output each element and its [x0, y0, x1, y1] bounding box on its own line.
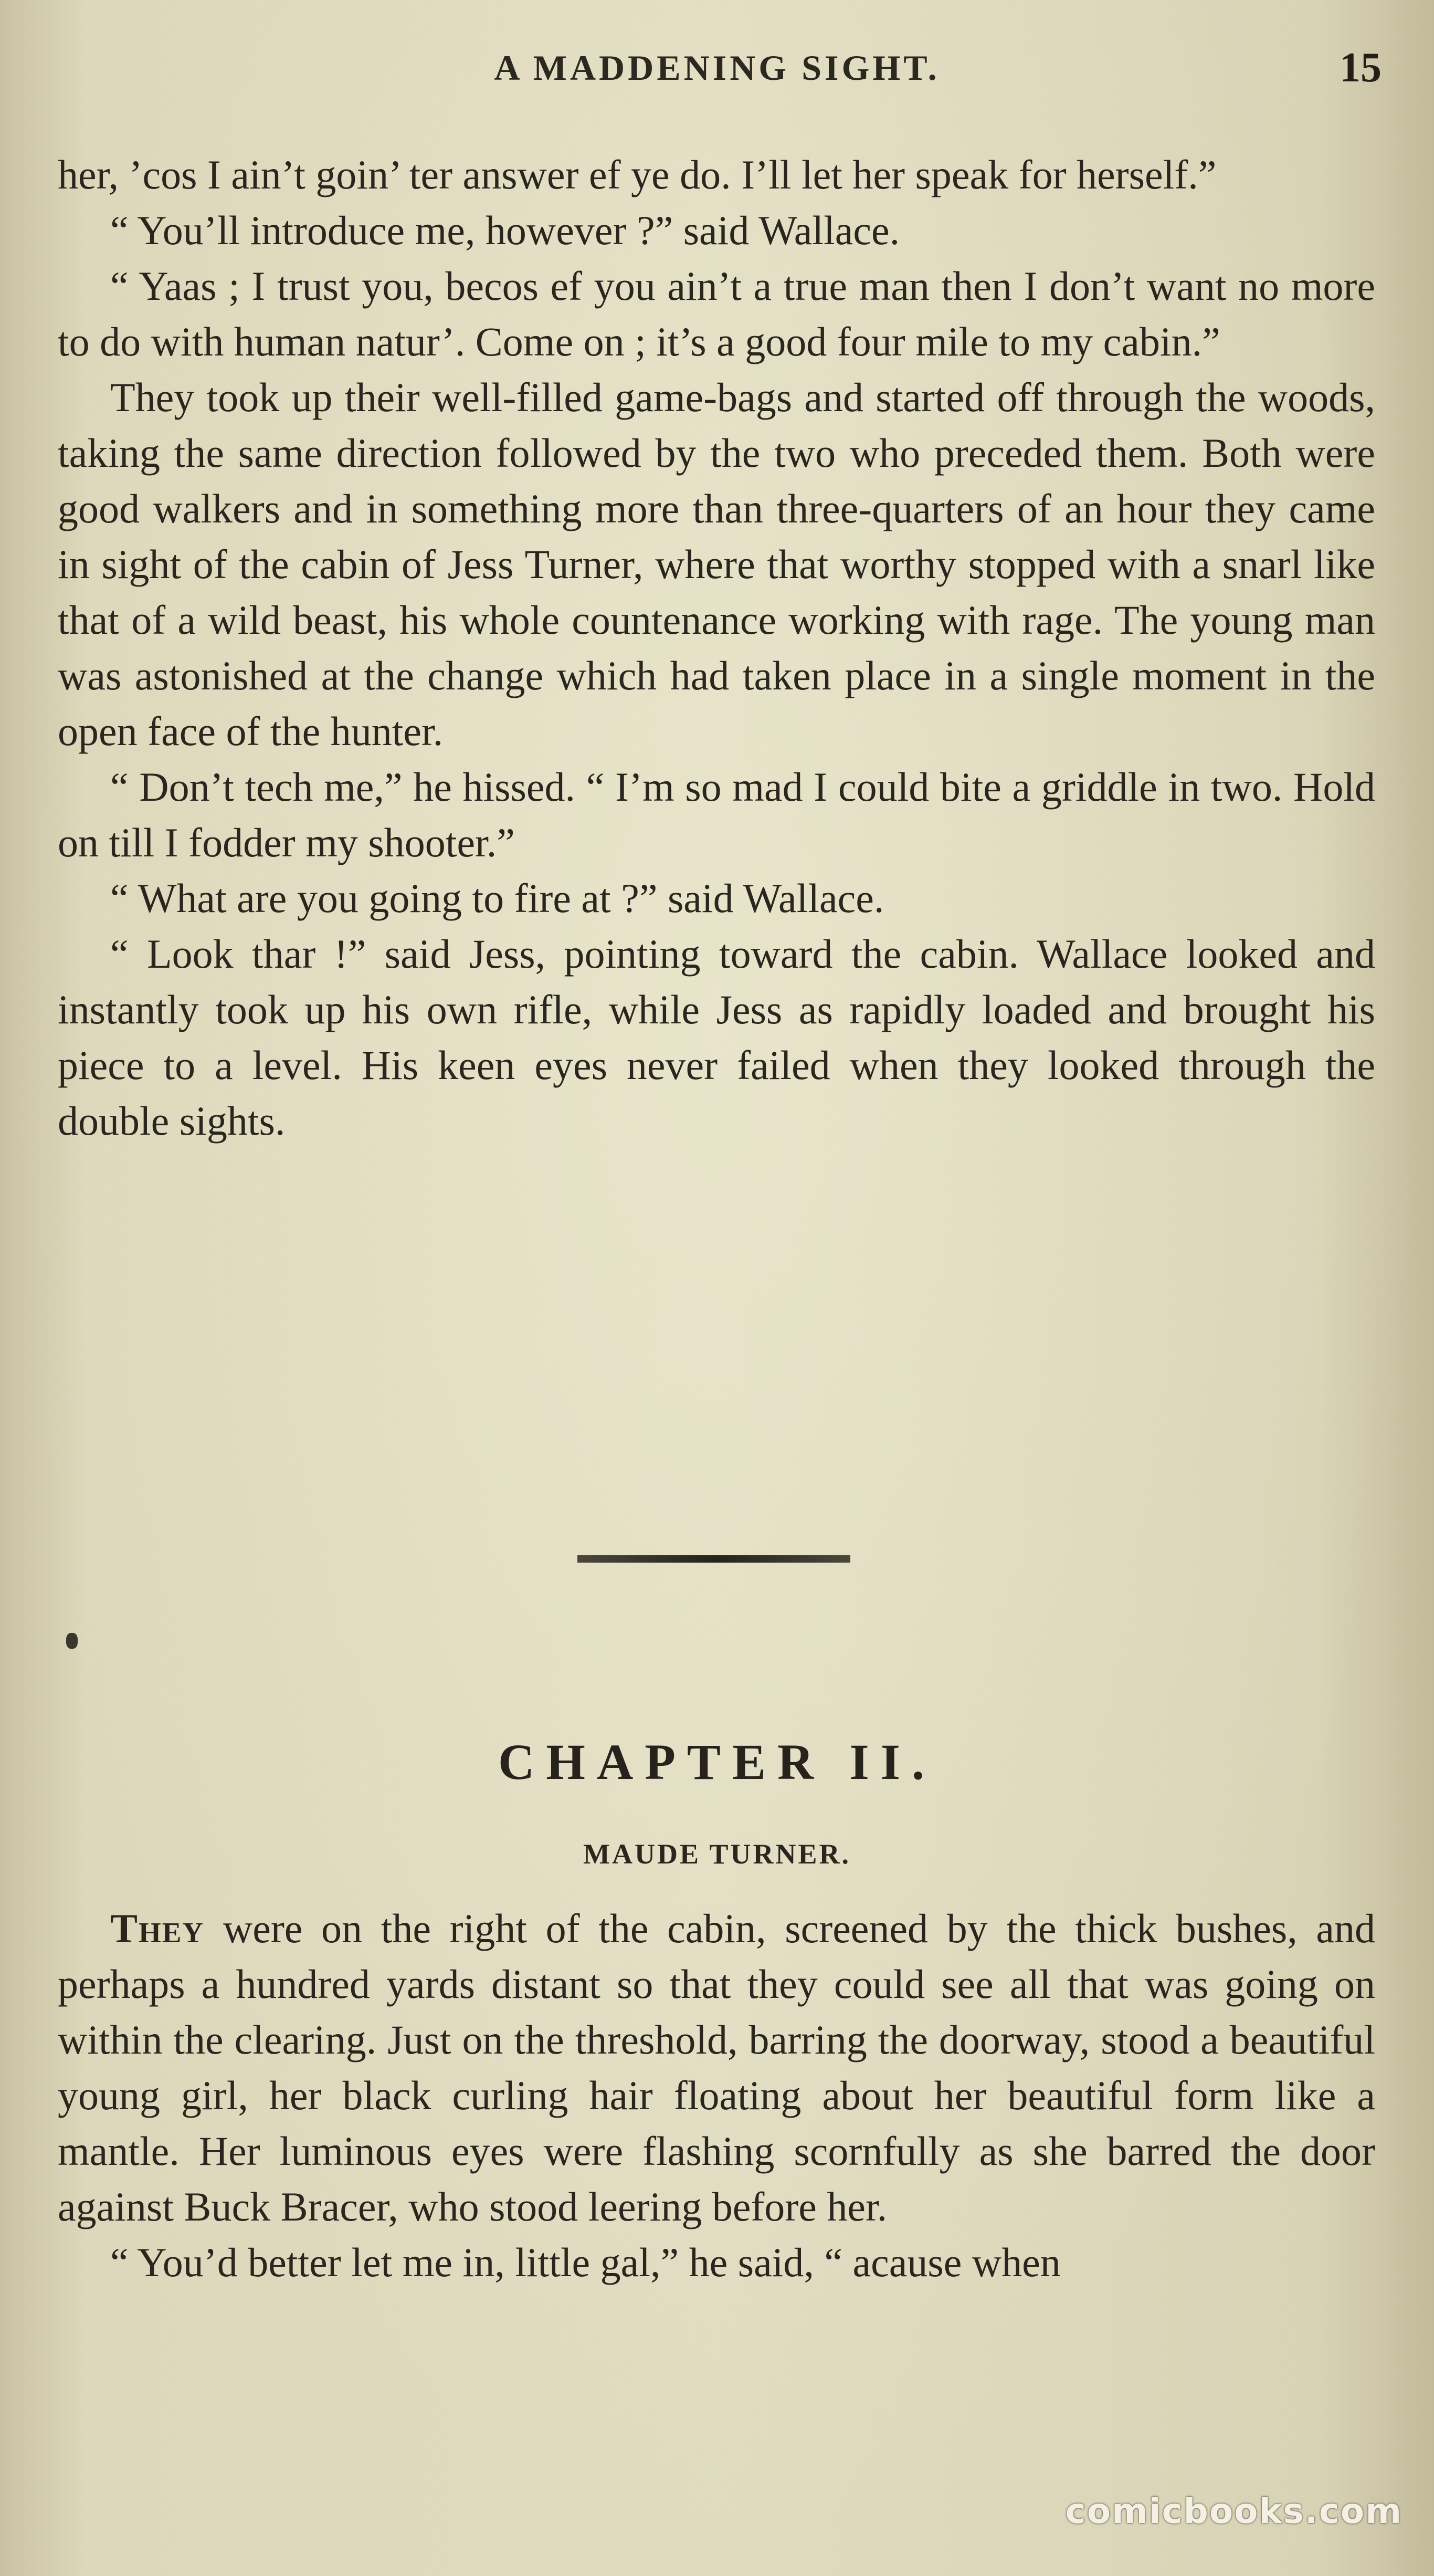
running-head [0, 47, 1434, 100]
page-number: 15 [1340, 45, 1382, 91]
watermark: comicbooks.com [1065, 2491, 1403, 2531]
running-title: A MADDENING SIGHT. [494, 48, 940, 88]
paragraph: “ Don’t tech me,” he hissed. “ I’m so mad I could bite a griddle in two. Hold on till I fodder my shooter.” [58, 764, 1375, 865]
section-one-text [58, 147, 1375, 1149]
chapter-title: MAUDE TURNER. [583, 1838, 851, 1870]
paragraph: “ You’ll introduce me, however ?” said Wallace. [110, 207, 900, 253]
ink-blot [66, 1633, 78, 1649]
chapter-heading: CHAPTER II. [498, 1734, 936, 1790]
paragraph: They took up their well-filled game-bags and started off through the woods, taking the same direction followed by the two who preceded them. Both were good walkers and in something more than three-quarters of an hour they came in sight of the cabin of Jess Turner, where that worthy stopped with a snarl like that of a wild beast, his whole countenance working with rage. The young man was astonished at the change which had taken place in a single moment in the open face of the hunter. [58, 374, 1375, 754]
paragraph: her, ’cos I ain’t goin’ ter answer ef ye do. I’ll let her speak for herself.” [58, 152, 1217, 197]
paragraph: “ Look thar !” said Jess, pointing toward the cabin. Wallace looked and instantly took up his own rifle, while Jess as rapidly loaded and brought his piece to a level. His keen eyes never failed when they looked through the double sights. [58, 931, 1375, 1144]
paragraph-text: were on the right of the cabin, screened by the thick bushes, and perhaps a hundred yards distant so that they could see all that was going on within the clearing. Just on the threshold, barring the doorway, stood a beautiful young girl, her black curling hair floating about her beautiful form like a mantle. Her luminous eyes were flashing scornfully as she barred the door against Buck Bracer, who stood leering before her. [58, 1905, 1375, 2229]
paragraph: “ Yaas ; I trust you, becos ef you ain’t a true man then I don’t want no more to do with human natur’. Come on ; it’s a good four mile to my cabin.” [58, 263, 1375, 364]
paragraph [58, 1901, 1375, 2235]
chapter-text [58, 1901, 1375, 2290]
opening-word: They [110, 1905, 205, 1951]
paragraph: “ What are you going to fire at ?” said Wallace. [110, 875, 884, 921]
paragraph: “ You’d better let me in, little gal,” he said, “ acause when [110, 2239, 1061, 2285]
section-divider-rule [577, 1555, 850, 1563]
